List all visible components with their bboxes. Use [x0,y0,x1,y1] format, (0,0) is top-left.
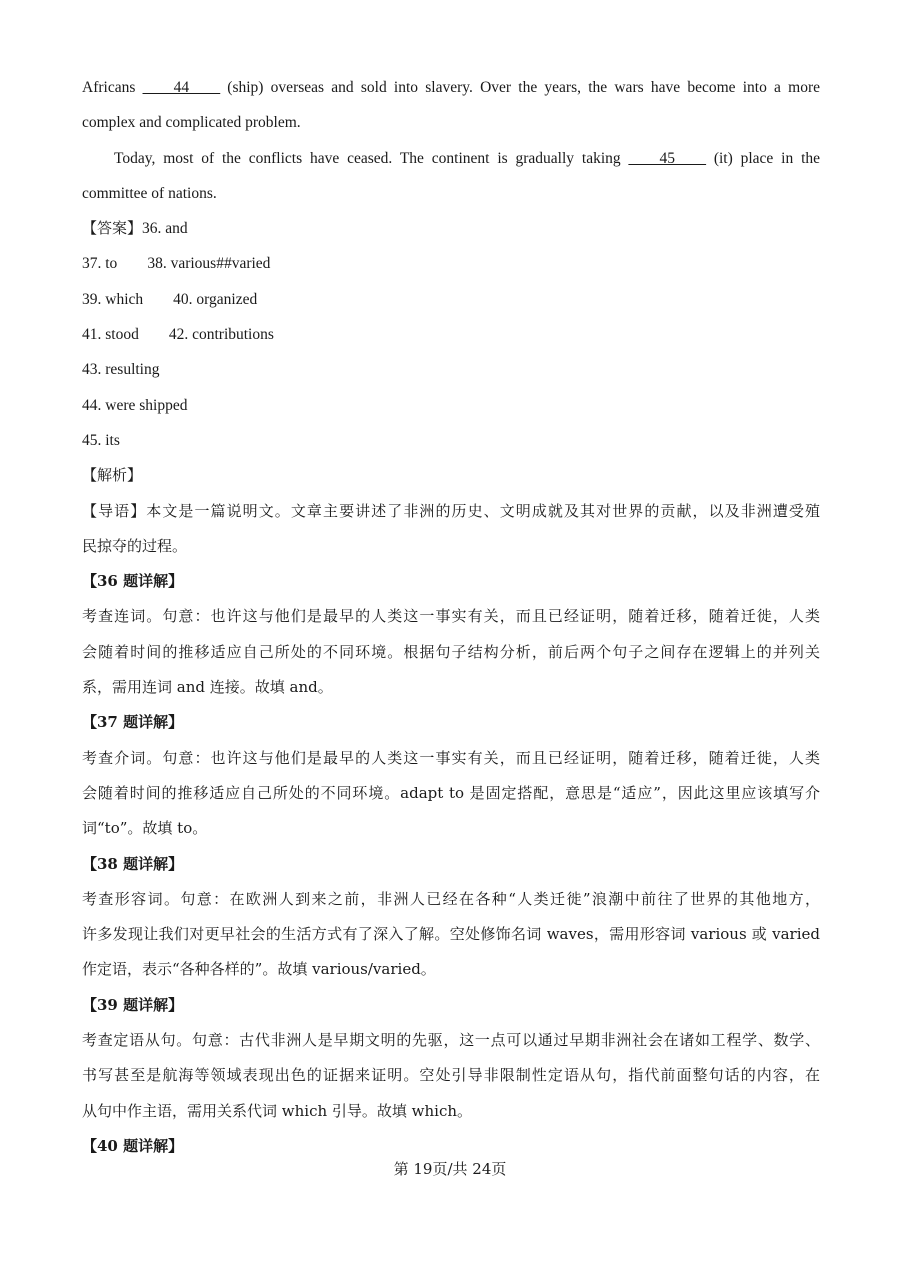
answer-38: 38. various##varied [147,255,271,273]
answer-41: 41. stood [82,326,139,344]
answer-row [82,317,820,352]
passage-text: (it) place in the [705,149,821,167]
document-page [82,70,820,1164]
guide-text: 【导语】本文是一篇说明文。文章主要讲述了非洲的历史、文明成就及其对世界的贡献，以及非洲遭受殖 [82,501,820,520]
q38-title: 【38 题详解】 [82,854,184,873]
passage-line [82,70,820,105]
analysis-label: 【解析】 [82,466,143,485]
passage-line: complex and complicated problem. [82,114,301,132]
q39-text: 书写甚至是航海等领域表现出色的证据来证明。空处引导非限制性定语从句，指代前面整句话的内容，在 [82,1066,820,1085]
q39-text: 从句中作主语，需用关系代词 which 引导。故填 which。 [82,1101,473,1120]
answer-37: 37. to [82,255,118,273]
answer-row [82,246,820,281]
q37-text: 考查介词。句意：也许这与他们是最早的人类这一事实有关，而且已经证明，随着迁移，随着迁徙，人类 [82,748,820,767]
q37-text: 会随着时间的推移适应自己所处的不同环境。adapt to 是固定搭配，意思是“适应”，因此这里应该填写介 [82,783,820,802]
answer-42: 42. contributions [168,326,274,344]
q38-text: 考查形容词。句意：在欧洲人到来之前，非洲人已经在各种“人类迁徙”浪潮中前往了世界的其他地方， [82,889,820,908]
answer-row [82,282,820,317]
passage-line: committee of nations. [82,184,217,202]
q39-text: 考查定语从句。句意：古代非洲人是早期文明的先驱，这一点可以通过早期非洲社会在诸如工程学、数学、 [82,1031,820,1050]
answer-45: 45. its [82,431,120,449]
answer-43: 43. resulting [82,361,160,379]
passage-text: Today, most of the conflicts have ceased. The continent is gradually taking [114,149,629,167]
answer-40: 40. organized [173,290,258,308]
q36-title: 【36 题详解】 [82,572,184,591]
q39-title: 【39 题详解】 [82,995,184,1014]
q36-text: 会随着时间的推移适应自己所处的不同环境。根据句子结构分析，前后两个句子之间存在逻辑上的并列关 [82,642,820,661]
answer-blank-44: ____44____ [142,79,221,96]
q38-text: 许多发现让我们对更早社会的生活方式有了深入了解。空处修饰名词 waves，需用形容词 various 或 varied [82,925,820,944]
page-footer: 第 19页/共 24页 [393,1160,507,1178]
passage-text: (ship) overseas and sold into slavery. Over the years, the wars have become into a more [220,79,821,96]
q40-title: 【40 题详解】 [82,1136,184,1155]
guide-text: 民掠夺的过程。 [82,536,188,555]
q37-text: 词“to”。故填 to。 [82,819,208,838]
q36-text: 考查连词。句意：也许这与他们是最早的人类这一事实有关，而且已经证明，随着迁移，随着迁徙，人类 [82,607,820,626]
passage-text: Africans [82,79,143,96]
q36-text: 系，需用连词 and 连接。故填 and。 [82,678,333,697]
answer-blank-45: ____45____ [628,149,706,167]
passage-line [82,141,820,176]
q38-text: 作定语，表示“各种各样的”。故填 various/varied。 [82,960,436,979]
answer-39: 39. which [82,290,144,308]
answer-label: 【答案】 [82,219,143,238]
answer-44: 44. were shipped [82,396,188,414]
answer-36: 36. and [142,220,188,238]
q37-title: 【37 题详解】 [82,713,184,732]
answer-header [82,211,820,246]
